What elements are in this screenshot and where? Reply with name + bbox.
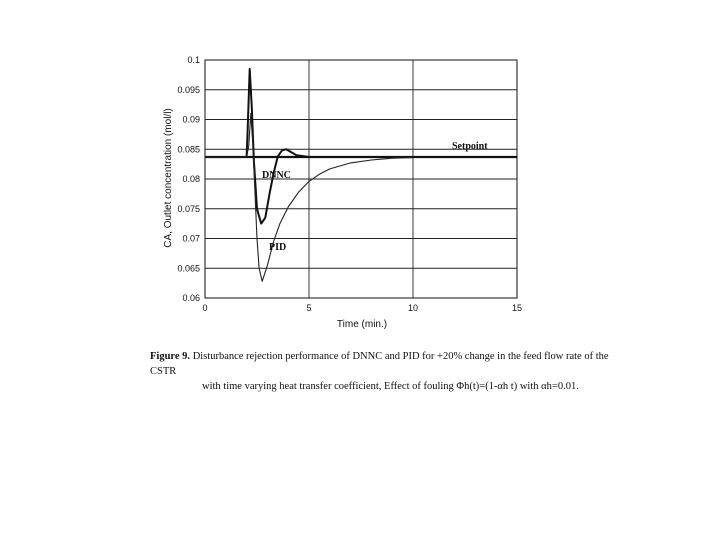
annotation-pid: PID — [269, 242, 287, 253]
y-tick-label: 0.1 — [187, 55, 200, 65]
x-tick-label: 5 — [306, 303, 312, 313]
x-tick-label: 15 — [511, 303, 523, 313]
y-tick-label: 0.07 — [182, 233, 200, 244]
caption-line-2: with time varying heat transfer coefficient, Effect of fouling Φh(t)=(1-αh t) with αh=0.01. — [202, 381, 579, 392]
x-tick-label: 10 — [407, 303, 419, 313]
y-tick-label: 0.08 — [182, 174, 200, 184]
y-tick-label: 0.075 — [177, 203, 200, 214]
y-tick-label: 0.065 — [177, 263, 200, 274]
caption-line-1: Disturbance rejection performance of DNNC and PID for +20% change in the feed flow rate of the CSTR — [150, 351, 609, 377]
caption-label: Figure 9. — [150, 351, 191, 362]
figure-caption — [150, 349, 630, 394]
y-tick-label: 0.095 — [177, 84, 200, 95]
x-axis-label: Time (min.) — [336, 319, 388, 330]
x-tick-label: 0 — [202, 303, 208, 313]
y-tick-label: 0.085 — [177, 144, 200, 155]
annotation-setpoint: Setpoint — [452, 141, 488, 152]
y-tick-label: 0.09 — [182, 114, 200, 125]
y-tick-label: 0.06 — [182, 293, 200, 303]
annotation-dnnc: DNNC — [262, 170, 291, 181]
y-axis-label: CA, Outlet concentration (mol/l) — [163, 108, 174, 248]
